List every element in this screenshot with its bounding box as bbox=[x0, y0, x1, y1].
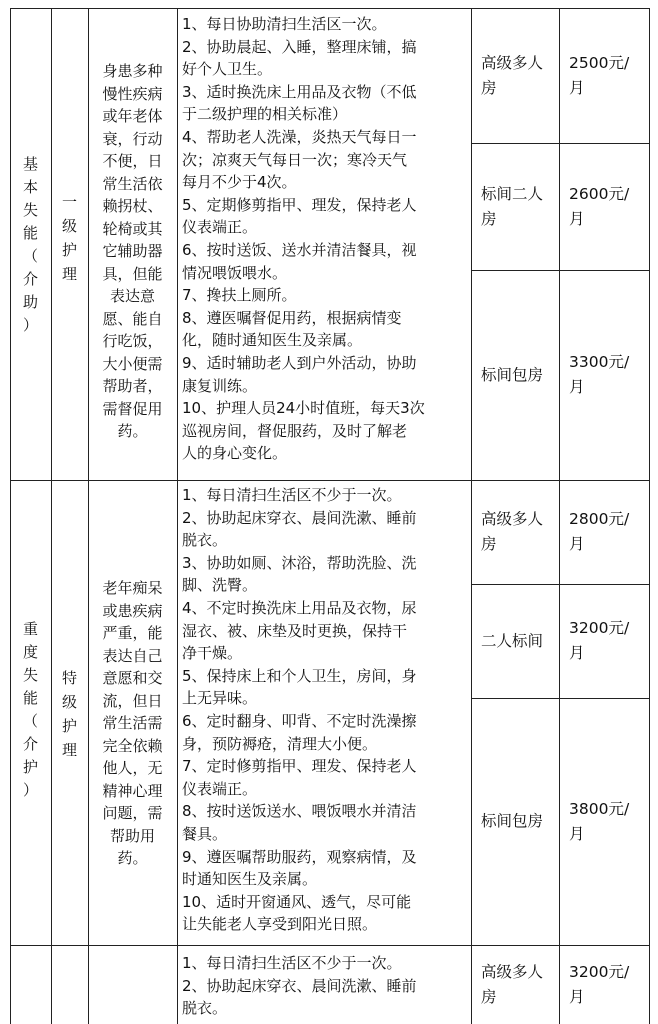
monthly-price: 3200元/ bbox=[569, 619, 630, 637]
monthly-price: 月 bbox=[569, 209, 585, 228]
eligibility-description-line: 帮助用 bbox=[109, 826, 155, 845]
service-item-line: 5、保持床上和个人卫生，房间，身 bbox=[182, 666, 417, 685]
category-char: 基 bbox=[22, 155, 38, 173]
room-type: 二人标间 bbox=[481, 631, 544, 650]
care-level-char: 理 bbox=[61, 265, 77, 283]
monthly-price: 2800元/ bbox=[569, 510, 630, 528]
vertical-rule bbox=[649, 8, 650, 1024]
service-item-line: 7、搀扶上厕所。 bbox=[182, 286, 297, 305]
monthly-price: 月 bbox=[569, 535, 585, 553]
service-item-line: 好个人卫生。 bbox=[182, 60, 273, 79]
care-level-char: 护 bbox=[61, 717, 77, 735]
service-item-line: 情况喂饭喂水。 bbox=[182, 263, 288, 282]
eligibility-description-line: 老年痴呆 bbox=[102, 579, 163, 597]
service-item-line: 4、帮助老人洗澡，炎热天气每日一 bbox=[182, 128, 417, 146]
eligibility-description-line: 流，但日 bbox=[102, 691, 163, 710]
care-level-char: 级 bbox=[61, 217, 77, 235]
monthly-price: 2500元/ bbox=[569, 53, 630, 72]
eligibility-description-line: 或年老体 bbox=[102, 107, 163, 125]
service-item-line: 7、定时修剪指甲、理发、保持老人 bbox=[182, 757, 417, 776]
category-char: （ bbox=[22, 712, 38, 730]
category-char: 度 bbox=[22, 643, 38, 661]
horizontal-rule bbox=[10, 945, 650, 946]
monthly-price: 3800元/ bbox=[569, 799, 630, 818]
category-char: 能 bbox=[22, 689, 38, 707]
room-type: 高级多人 bbox=[481, 510, 544, 528]
service-item-line: 脱衣。 bbox=[182, 999, 228, 1018]
category-char: 助 bbox=[22, 293, 38, 311]
service-item-line: 身，预防褥疮，清理大小便。 bbox=[182, 734, 378, 753]
service-item-line: 巡视房间，督促服药，及时了解老 bbox=[182, 421, 408, 440]
service-item-line: 每月不少于4次。 bbox=[182, 173, 297, 192]
eligibility-description-line: 问题，需 bbox=[102, 804, 163, 822]
service-item-line: 上无异味。 bbox=[182, 689, 258, 708]
eligibility-description-line: 行吃饭， bbox=[102, 332, 163, 350]
care-level-char: 级 bbox=[61, 693, 77, 711]
service-item-line: 3、协助如厕、沐浴，帮助洗脸、洗 bbox=[182, 553, 417, 572]
monthly-price: 月 bbox=[569, 644, 585, 662]
care-level-char: 理 bbox=[61, 741, 77, 759]
service-item-line: 脱衣。 bbox=[182, 531, 228, 550]
room-type: 标间二人 bbox=[481, 184, 544, 203]
service-item-line: 湿衣、被、床垫及时更换，保持干 bbox=[182, 621, 408, 640]
service-item-line: 餐具。 bbox=[182, 825, 228, 843]
category-char: 重 bbox=[22, 620, 38, 638]
service-item-line: 9、遵医嘱帮助服药，观察病情，及 bbox=[182, 847, 417, 866]
horizontal-rule bbox=[471, 584, 650, 585]
eligibility-description-line: 轮椅或其 bbox=[102, 219, 163, 238]
eligibility-description-line: 身患多种 bbox=[102, 62, 163, 80]
monthly-price: 3200元/ bbox=[569, 962, 630, 981]
room-type: 房 bbox=[481, 987, 497, 1006]
service-item-line: 净干燥。 bbox=[182, 644, 243, 663]
room-type: 标间包房 bbox=[481, 812, 544, 830]
room-type: 高级多人 bbox=[481, 962, 544, 981]
service-item-line: 让失能老人享受到阳光日照。 bbox=[182, 915, 378, 934]
eligibility-description-line: 表达意 bbox=[109, 287, 155, 305]
horizontal-rule bbox=[471, 270, 650, 271]
service-item-line: 时通知医生及亲属。 bbox=[182, 870, 318, 889]
eligibility-description-line: 愿、能自 bbox=[102, 309, 163, 328]
eligibility-description-line: 需督促用 bbox=[102, 399, 163, 418]
service-item-line: 1、每日清扫生活区不少于一次。 bbox=[182, 486, 402, 504]
room-type: 标间包房 bbox=[481, 365, 544, 384]
eligibility-description-line: 常生活依 bbox=[102, 174, 163, 193]
horizontal-rule bbox=[471, 698, 650, 699]
care-level-char: 护 bbox=[61, 241, 77, 259]
category-char: 本 bbox=[22, 178, 38, 196]
service-item-line: 6、定时翻身、叩背、不定时洗澡擦 bbox=[182, 712, 417, 730]
eligibility-description-line: 药。 bbox=[117, 849, 148, 867]
eligibility-description-line: 意愿和交 bbox=[102, 669, 163, 687]
eligibility-description-line: 精神心理 bbox=[102, 781, 163, 800]
service-item-line: 2、协助晨起、入睡，整理床铺，搞 bbox=[182, 37, 417, 56]
service-item-line: 于二级护理的相关标准） bbox=[182, 105, 348, 124]
vertical-rule bbox=[177, 8, 178, 1024]
category-char: ） bbox=[22, 781, 38, 799]
eligibility-description-line: 赖拐杖、 bbox=[102, 197, 163, 215]
service-item-line: 8、按时送饭送水、喂饭喂水并清洁 bbox=[182, 802, 417, 821]
category-char: ） bbox=[22, 316, 38, 334]
eligibility-description-line: 表达自己 bbox=[102, 646, 163, 665]
service-item-line: 6、按时送饭、送水并清洁餐具，视 bbox=[182, 241, 417, 259]
eligibility-description-line: 或患疾病 bbox=[102, 601, 163, 620]
eligibility-description-line: 完全依赖 bbox=[102, 736, 163, 755]
care-level-char: 特 bbox=[61, 669, 77, 687]
horizontal-rule bbox=[10, 8, 650, 9]
service-item-line: 人的身心变化。 bbox=[182, 444, 288, 463]
eligibility-description-line: 严重，能 bbox=[102, 624, 163, 642]
service-item-line: 2、协助起床穿衣、晨间洗漱、睡前 bbox=[182, 976, 417, 995]
monthly-price: 月 bbox=[569, 824, 585, 843]
room-type: 房 bbox=[481, 78, 497, 97]
monthly-price: 月 bbox=[569, 987, 585, 1006]
service-item-line: 仪表端正。 bbox=[182, 779, 258, 798]
monthly-price: 月 bbox=[569, 378, 585, 396]
eligibility-description-line: 具，但能 bbox=[102, 264, 163, 283]
category-char: 介 bbox=[22, 735, 38, 753]
horizontal-rule bbox=[471, 143, 650, 144]
eligibility-description-line: 大小便需 bbox=[102, 354, 163, 373]
service-item-line: 10、护理人员24小时值班，每天3次 bbox=[182, 399, 425, 418]
room-type: 高级多人 bbox=[481, 53, 544, 72]
eligibility-description-line: 衰，行动 bbox=[102, 129, 163, 148]
service-item-line: 10、适时开窗通风、透气，尽可能 bbox=[182, 892, 412, 911]
eligibility-description-line: 他人，无 bbox=[102, 759, 163, 777]
eligibility-description-line: 帮助者， bbox=[102, 377, 163, 395]
service-item-line: 1、每日清扫生活区不少于一次。 bbox=[182, 954, 402, 972]
vertical-rule bbox=[88, 8, 89, 1024]
monthly-price: 2600元/ bbox=[569, 184, 630, 203]
eligibility-description-line: 常生活需 bbox=[102, 714, 163, 732]
vertical-rule bbox=[471, 8, 472, 1024]
eligibility-description-line: 慢性疾病 bbox=[102, 84, 163, 103]
care-level-char: 一 bbox=[61, 193, 77, 211]
service-item-line: 8、遵医嘱督促用药，根据病情变 bbox=[182, 308, 402, 327]
service-item-line: 4、不定时换洗床上用品及衣物，尿 bbox=[182, 599, 417, 617]
service-item-line: 9、适时辅助老人到户外活动，协助 bbox=[182, 354, 417, 372]
monthly-price: 3300元/ bbox=[569, 353, 630, 371]
service-item-line: 1、每日协助清扫生活区一次。 bbox=[182, 15, 387, 33]
category-char: 失 bbox=[22, 666, 38, 684]
category-char: 介 bbox=[22, 270, 38, 288]
horizontal-rule bbox=[10, 480, 650, 481]
category-char: 护 bbox=[22, 758, 38, 776]
service-item-line: 次；凉爽天气每日一次；寒冷天气 bbox=[182, 150, 408, 169]
eligibility-description-line: 它辅助器 bbox=[102, 242, 163, 260]
service-item-line: 化，随时通知医生及亲属。 bbox=[182, 331, 363, 350]
room-type: 房 bbox=[481, 209, 497, 228]
vertical-rule bbox=[51, 8, 52, 1024]
service-item-line: 2、协助起床穿衣、晨间洗漱、睡前 bbox=[182, 508, 417, 527]
vertical-rule bbox=[559, 8, 560, 1024]
service-item-line: 仪表端正。 bbox=[182, 218, 258, 237]
category-char: 能 bbox=[22, 224, 38, 242]
service-item-line: 康复训练。 bbox=[182, 376, 258, 395]
room-type: 房 bbox=[481, 535, 497, 553]
eligibility-description-line: 不便，日 bbox=[102, 152, 163, 170]
monthly-price: 月 bbox=[569, 78, 585, 97]
service-item-line: 3、适时换洗床上用品及衣物（不低 bbox=[182, 82, 417, 101]
service-item-line: 脚、洗臀。 bbox=[182, 576, 258, 595]
eligibility-description-line: 药。 bbox=[117, 422, 148, 440]
category-char: （ bbox=[22, 247, 38, 265]
service-item-line: 5、定期修剪指甲、理发，保持老人 bbox=[182, 195, 417, 214]
category-char: 失 bbox=[22, 201, 38, 219]
